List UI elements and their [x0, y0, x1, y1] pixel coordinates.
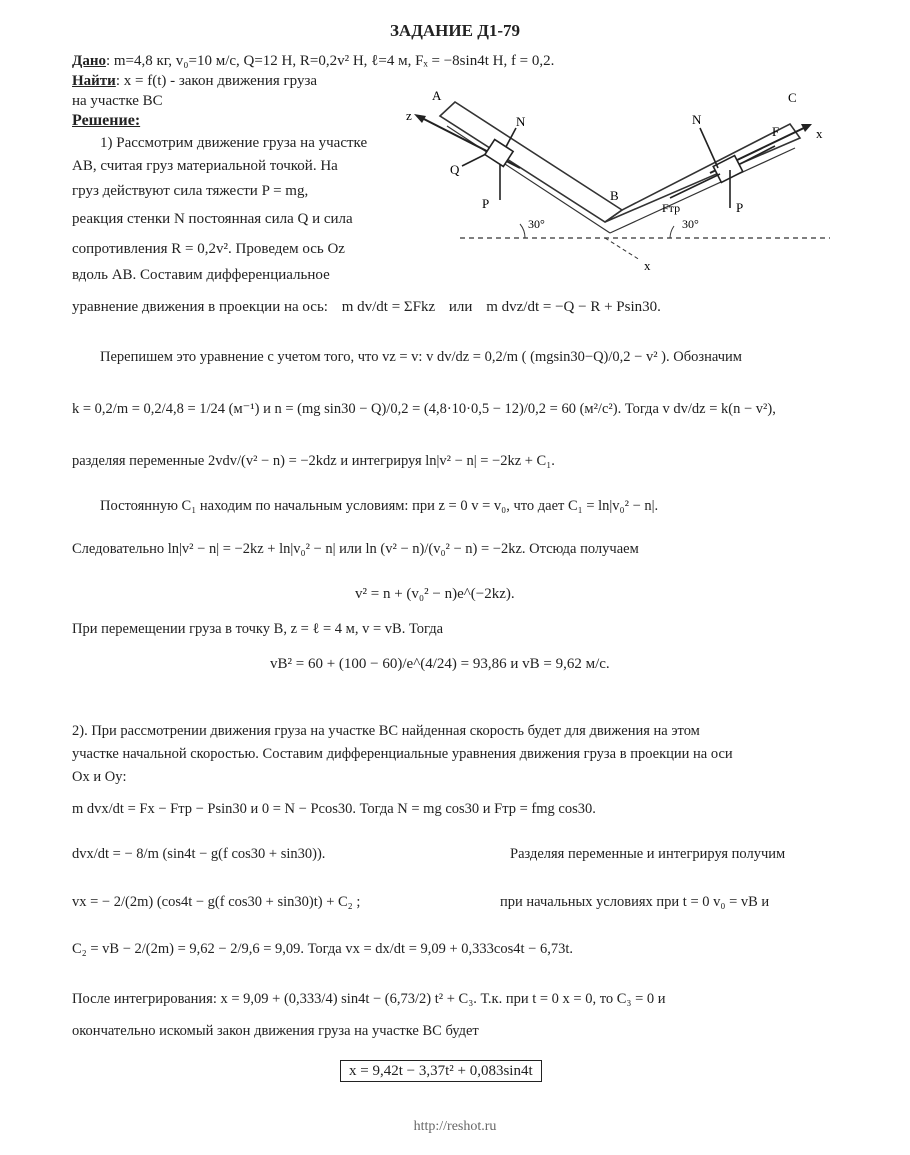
angle-arc-left — [520, 224, 525, 238]
label-q: Q — [450, 162, 460, 177]
footer-link[interactable]: http://reshot.ru — [413, 1119, 497, 1134]
p2-line-2: k = 0,2/m = 0,2/4,8 = 1/24 (м⁻¹) и n = (mg sin30 − Q)/0,2 = (4,8·10·0,5 − 12)/0,2 = 60 (м²/с²). Тогда v dv/dz = k(n − v²), — [72, 401, 776, 417]
p1-line-1: AB, считая груз материальной точкой. На — [72, 158, 338, 174]
result-formula: x = 9,42t − 3,37t² + 0,083sin4t — [340, 1060, 542, 1082]
p1-line-5: вдоль AB. Составим дифференциальное — [72, 267, 330, 283]
channel-bc — [605, 124, 800, 222]
channel-bc-wall — [610, 148, 795, 233]
label-b: B — [610, 188, 619, 203]
label-angle-left: 30° — [528, 217, 545, 231]
b-dashed-line — [605, 238, 640, 260]
label-ftr: Fтр — [662, 201, 681, 215]
eq1-lead: уравнение движения в проекции на ось: — [72, 299, 328, 315]
p3-line-2: Следовательно ln|v² − n| = −2kz + ln|v₀² − n| или ln (v² − n)/(v₀² − n) = −2kz. Отсюда получаем — [72, 541, 639, 557]
result-box — [340, 1062, 542, 1080]
channel-ab — [440, 102, 622, 222]
eq7: C₂ = vB − 2/(2m) = 9,62 − 2/9,6 = 9,09. Тогда vx = dx/dt = 9,09 + 0,333cos4t − 6,73t. — [72, 941, 573, 957]
z-axis-arrow — [414, 114, 426, 123]
incline-diagram — [400, 88, 830, 278]
label-n-ab: N — [516, 114, 526, 129]
label-p-bc: P — [736, 200, 744, 215]
angle-arc-right — [670, 226, 674, 238]
label-a: A — [432, 88, 442, 103]
eq5-right: Разделяя переменные и интегрируя получим — [510, 846, 786, 862]
label-c: C — [788, 90, 797, 105]
n-force-bc-line — [700, 128, 718, 168]
find-label: Найти — [72, 73, 116, 89]
find-line — [72, 72, 317, 90]
p2-line-1: Перепишем это уравнение с учетом того, что vz = v: v dv/dz = 0,2/m ( (mgsin30−Q)/0,2 − v² ). Обозначим — [100, 349, 742, 365]
p5-line-1: 2). При рассмотрении движения груза на участке BC найденная скорость будет для движения на этом — [72, 723, 700, 739]
p3-line-1: Постоянную C₁ находим по начальным условиям: при z = 0 v = v₀, что дает C₁ = ln|v₀² − n|. — [100, 498, 659, 514]
eq1-a: m dv/dt = ΣFkz — [341, 299, 436, 315]
p1-line-2: груз действуют сила тяжести P = mg, — [72, 183, 309, 199]
eq3: vB² = 60 + (100 − 60)/e^(4/24) = 93,86 и vB = 9,62 м/с. — [270, 656, 610, 672]
p2-line-3: разделяя переменные 2vdv/(v² − n) = −2kdz и интегрируя ln|v² − n| = −2kz + C₁. — [72, 453, 555, 469]
label-x-axis: x — [816, 126, 823, 141]
eq6-left: vx = − 2/(2m) (cos4t − g(f cos30 + sin30)t) + C₂ ; — [72, 894, 361, 910]
eq1-line — [72, 298, 661, 316]
label-f: F — [772, 124, 780, 139]
find-text: : x = f(t) - закон движения груза — [115, 73, 318, 89]
p1-line-3: реакция стенки N постоянная сила Q и сила — [72, 211, 353, 227]
p1-line-0: 1) Рассмотрим движение груза на участке — [100, 135, 368, 151]
label-z: z — [406, 108, 412, 123]
label-p-ab: P — [482, 196, 490, 211]
eq4: m dvx/dt = Fx − Fтр − Psin30 и 0 = N − Pcos30. Тогда N = mg cos30 и Fтр = fmg cos30. — [72, 801, 596, 817]
eq2: v² = n + (v₀² − n)e^(−2kz). — [355, 586, 515, 602]
label-n-bc: N — [692, 112, 702, 127]
eq5-left: dvx/dt = − 8/m (sin4t − g(f cos30 + sin30)). — [72, 846, 326, 862]
solution-label: Решение: — [72, 112, 141, 129]
p5-line-2: участке начальной скоростью. Составим дифференциальные уравнения движения груза в проекции на оси — [72, 746, 733, 762]
label-x-b: x — [644, 258, 651, 273]
eq6-right: при начальных условиях при t = 0 v₀ = vB и — [500, 894, 770, 910]
p6-line-1: После интегрирования: x = 9,09 + (0,333/4) sin4t − (6,73/2) t² + C₃. Т.к. при t = 0 x = 0, то C₃ = 0 и — [72, 991, 666, 1007]
given-label: Дано — [72, 53, 106, 69]
p4-line: При перемещении груза в точку B, z = ℓ = 4 м, v = vB. Тогда — [72, 621, 444, 637]
eq1-mid: или — [448, 299, 473, 315]
p6-line-2: окончательно искомый закон движения груза на участке BC будет — [72, 1023, 479, 1039]
given-values: : m=4,8 кг, v₀=10 м/с, Q=12 Н, R=0,2v² Н, ℓ=4 м, Fₓ = −8sin4t Н, f = 0,2. — [105, 53, 555, 69]
p5-line-3: Ox и Oy: — [72, 769, 127, 785]
eq1-b: m dvz/dt = −Q − R + Psin30. — [486, 299, 661, 315]
p1-line-4: сопротивления R = 0,2v². Проведем ось Oz — [72, 241, 345, 257]
page-title: ЗАДАНИЕ Д1-79 — [389, 21, 521, 40]
label-angle-right: 30° — [682, 217, 699, 231]
find-text-2: на участке BC — [72, 93, 163, 109]
given-line — [72, 52, 554, 70]
